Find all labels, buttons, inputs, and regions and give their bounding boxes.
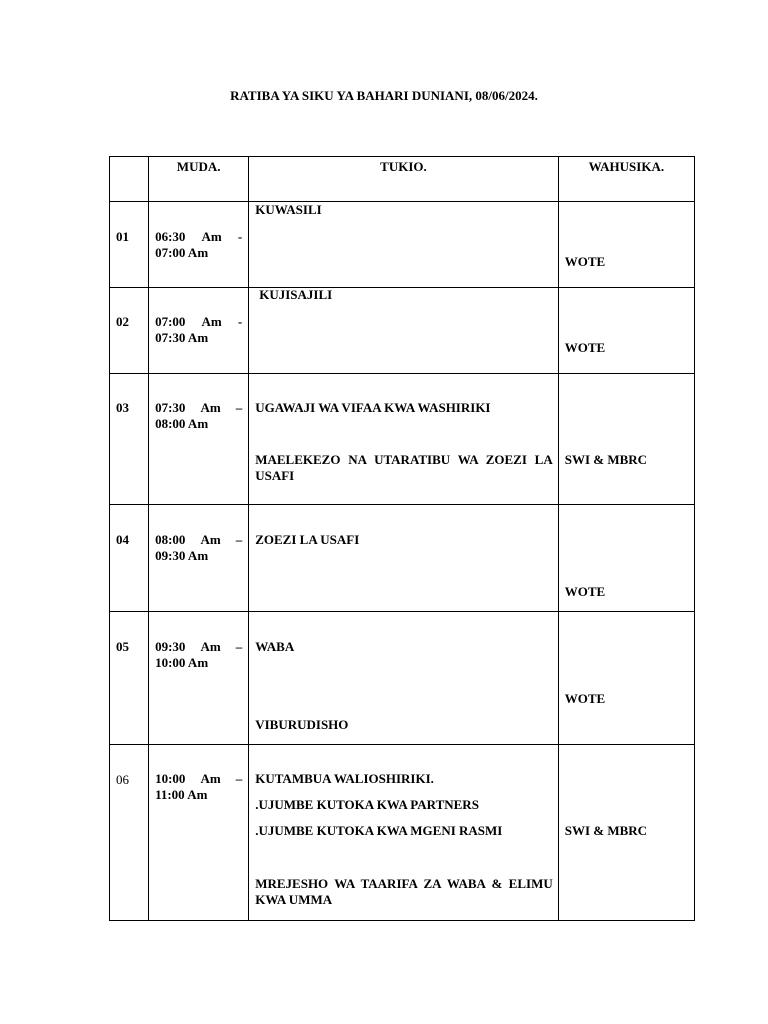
- time-range: 07:00 Am - 07:30 Am: [155, 314, 243, 345]
- table-row: [110, 288, 695, 374]
- table-row: [110, 202, 695, 288]
- event-text: ZOEZI LA USAFI: [255, 532, 360, 547]
- time-cell: [149, 745, 249, 921]
- time-cell: [149, 288, 249, 374]
- participants-text: SWI & MBRC: [564, 823, 648, 838]
- table-row: [110, 374, 695, 505]
- event-text: KUTAMBUA WALIOSHIRIKI.: [255, 771, 434, 786]
- event-text: UGAWAJI WA VIFAA KWA WASHIRIKI: [255, 400, 491, 415]
- table-row: [110, 745, 695, 921]
- event-text: VIBURUDISHO: [255, 717, 349, 732]
- time-range: 10:00 Am – 11:00 Am: [155, 771, 243, 802]
- time-cell: [149, 374, 249, 505]
- time-cell: [149, 612, 249, 745]
- table-row: [110, 612, 695, 745]
- table-header-row: [110, 157, 695, 202]
- participants-text: WOTE: [564, 691, 606, 706]
- event-cell: [249, 505, 559, 612]
- row-number: 04: [116, 532, 129, 547]
- time-range: 06:30 Am - 07:00 Am: [155, 229, 243, 260]
- row-number-cell: [110, 745, 149, 921]
- row-number-cell: [110, 288, 149, 374]
- event-cell: [249, 745, 559, 921]
- row-number-cell: [110, 202, 149, 288]
- header-participants: WAHUSIKA.: [558, 157, 694, 202]
- participants-cell: [558, 505, 694, 612]
- event-cell: [249, 202, 559, 288]
- row-number-cell: [110, 612, 149, 745]
- time-cell: [149, 505, 249, 612]
- participants-cell: [558, 202, 694, 288]
- table-row: [110, 505, 695, 612]
- row-number: 06: [116, 772, 129, 787]
- header-number: [110, 157, 149, 202]
- time-cell: [149, 202, 249, 288]
- event-cell: [249, 288, 559, 374]
- participants-cell: [558, 374, 694, 505]
- row-number-cell: [110, 505, 149, 612]
- time-range: 09:30 Am – 10:00 Am: [155, 639, 243, 670]
- event-text: MAELEKEZO NA UTARATIBU WA ZOEZI LA USAFI: [255, 452, 553, 483]
- event-cell: [249, 612, 559, 745]
- participants-cell: [558, 745, 694, 921]
- participants-text: WOTE: [564, 254, 606, 269]
- event-text: KUWASILI: [255, 202, 322, 217]
- event-text: .UJUMBE KUTOKA KWA PARTNERS: [255, 797, 479, 812]
- event-text: .UJUMBE KUTOKA KWA MGENI RASMI: [255, 823, 503, 838]
- event-text: WABA: [255, 639, 295, 654]
- participants-cell: [558, 288, 694, 374]
- header-event: TUKIO.: [249, 157, 559, 202]
- participants-text: WOTE: [564, 340, 606, 355]
- row-number: 02: [116, 314, 129, 329]
- row-number-cell: [110, 374, 149, 505]
- schedule-table: [109, 156, 695, 921]
- event-text: KUJISAJILI: [259, 287, 333, 302]
- participants-cell: [558, 612, 694, 745]
- time-range: 08:00 Am – 09:30 Am: [155, 532, 243, 563]
- participants-text: WOTE: [564, 584, 606, 599]
- event-cell: [249, 374, 559, 505]
- row-number: 03: [116, 400, 129, 415]
- row-number: 01: [116, 229, 129, 244]
- participants-text: SWI & MBRC: [564, 452, 648, 467]
- document-title: RATIBA YA SIKU YA BAHARI DUNIANI, 08/06/2024.: [230, 88, 538, 103]
- row-number: 05: [116, 639, 129, 654]
- event-text: MREJESHO WA TAARIFA ZA WABA & ELIMU KWA UMMA: [255, 876, 553, 907]
- header-time: MUDA.: [149, 157, 249, 202]
- time-range: 07:30 Am – 08:00 Am: [155, 400, 243, 431]
